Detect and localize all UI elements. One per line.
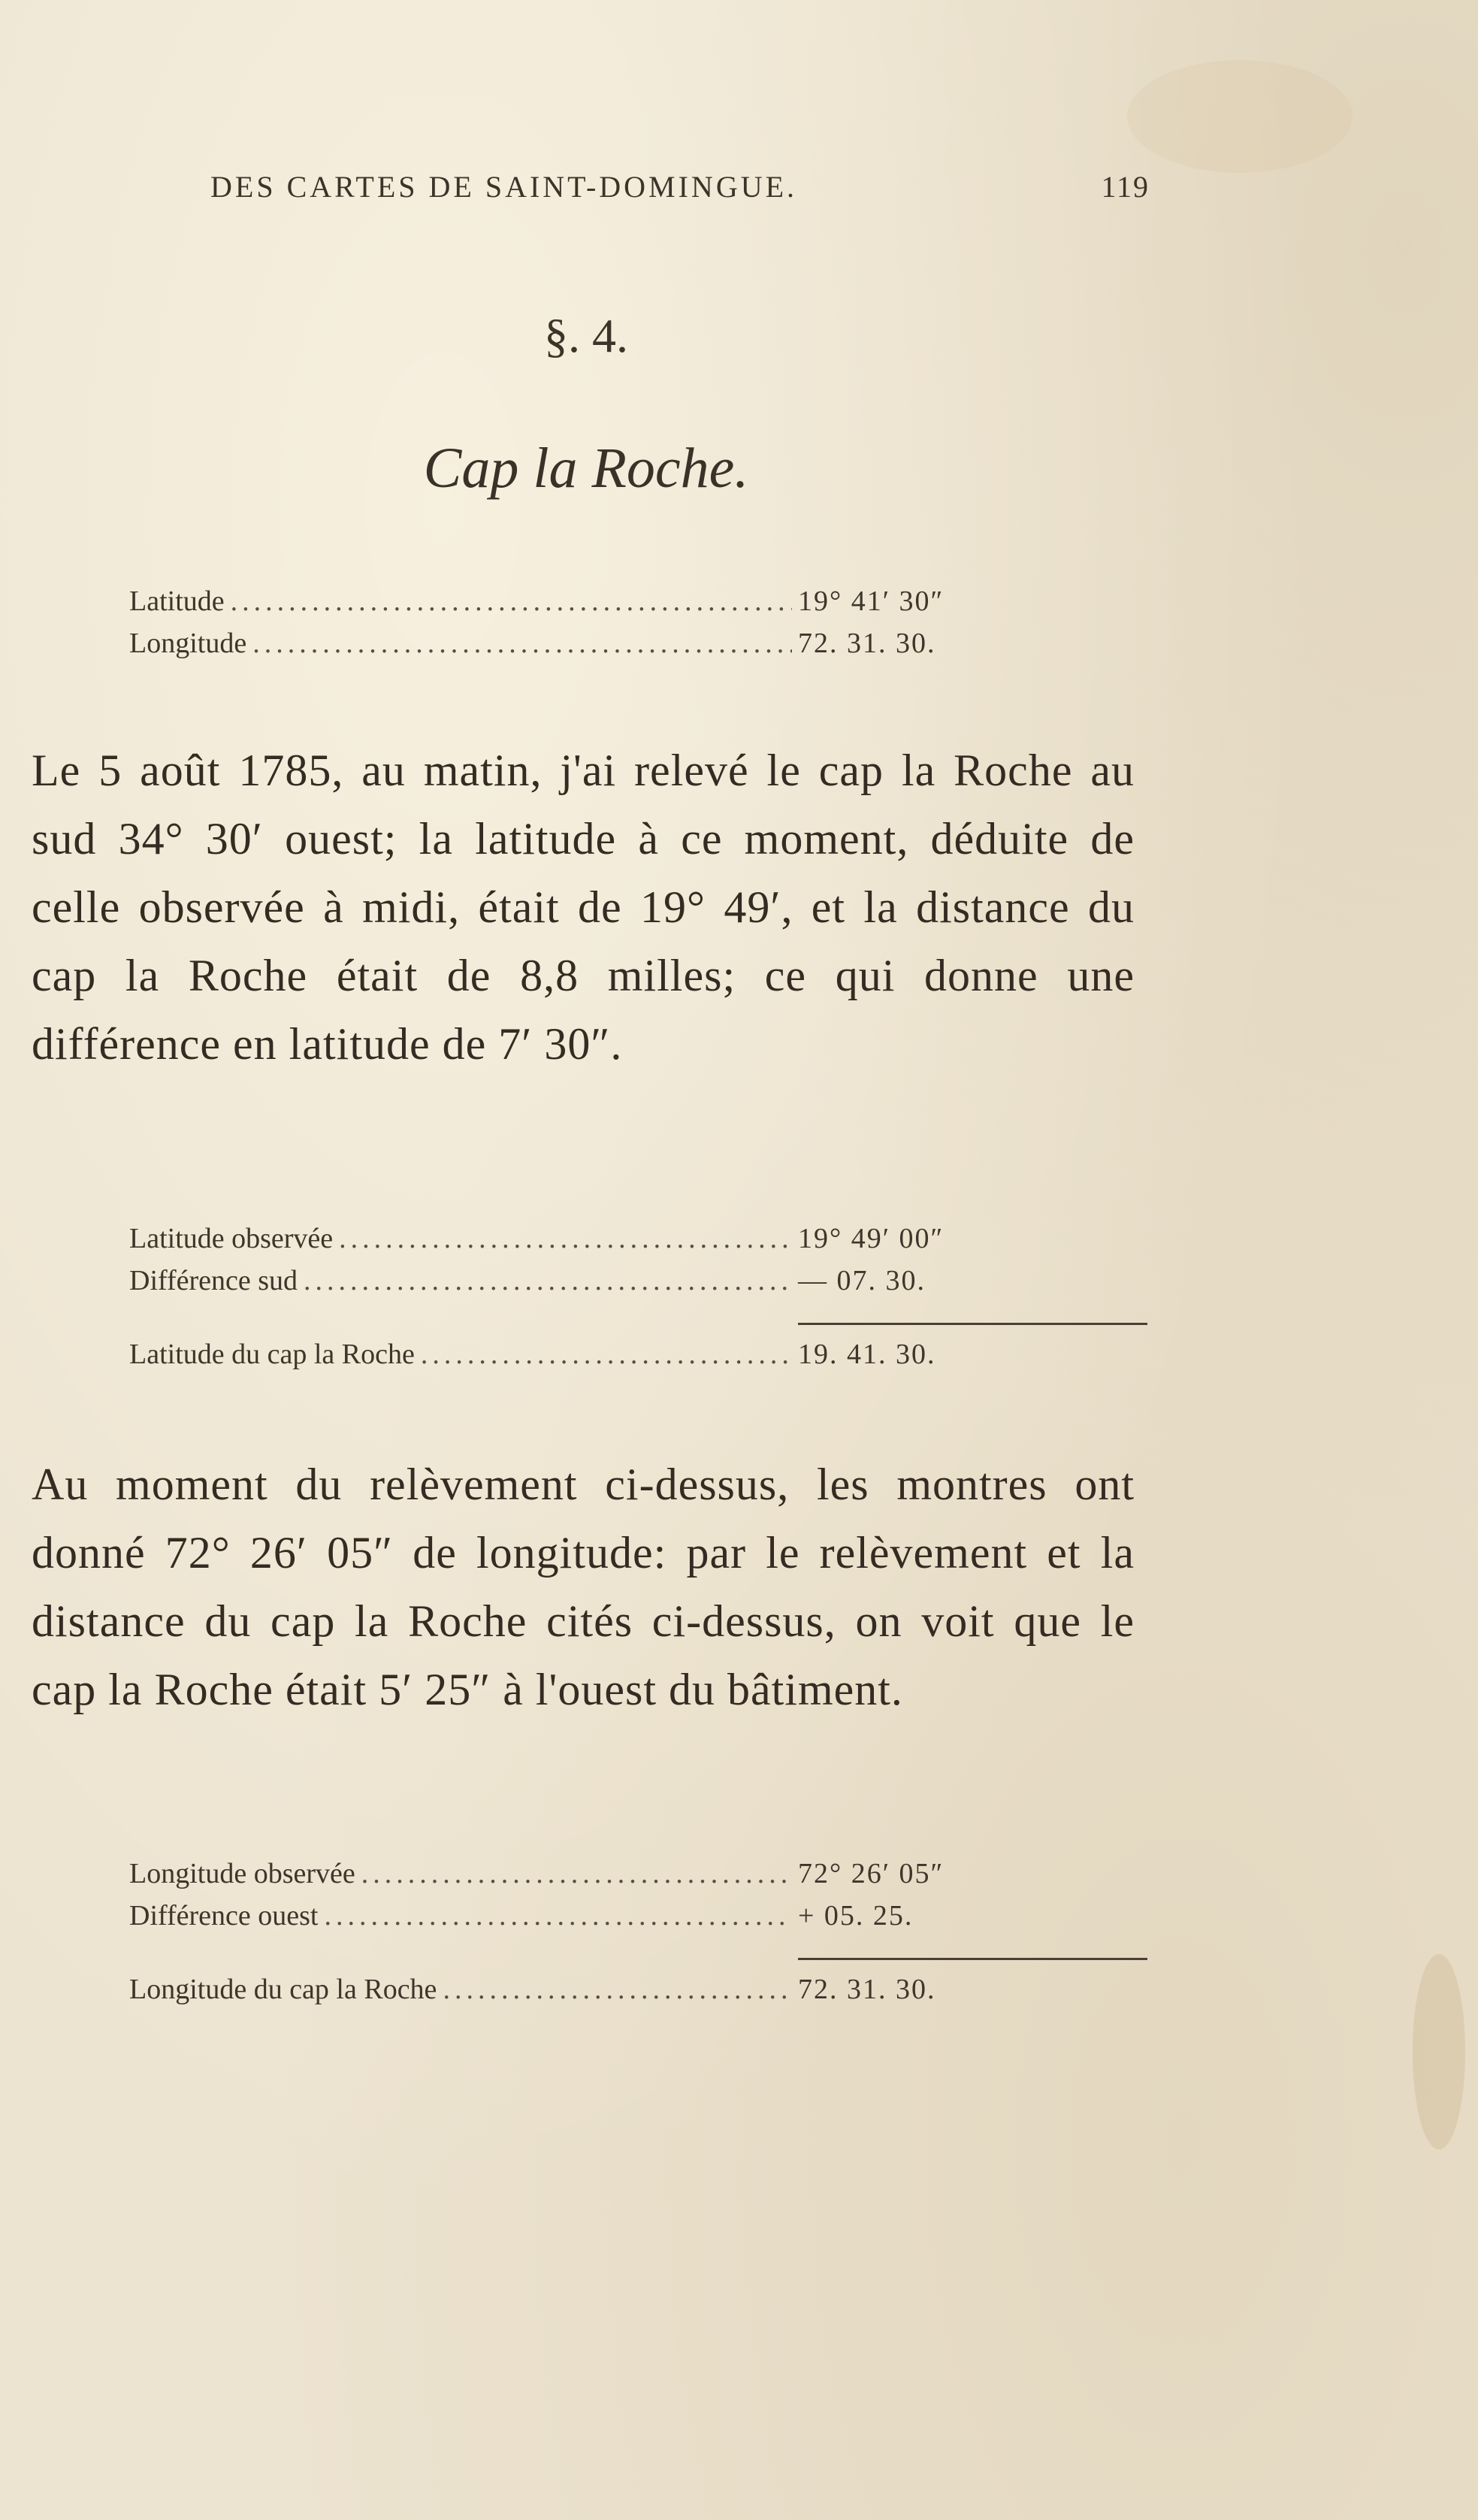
leader-dots (304, 1260, 792, 1302)
paper-stain (1413, 1954, 1465, 2149)
leader-dots (421, 1333, 792, 1375)
table-row (129, 1895, 1016, 1937)
row-label: Longitude observée (129, 1858, 355, 1889)
row-value: 19° 49′ 00″ (798, 1223, 945, 1254)
running-title: DES CARTES DE SAINT-DOMINGUE. (210, 170, 798, 204)
row-label: Latitude (129, 585, 225, 617)
row-label: Différence ouest (129, 1900, 319, 1932)
sum-rule (798, 1323, 1147, 1325)
table-row (129, 580, 1016, 622)
page-number: 119 (1101, 170, 1150, 204)
table-row (129, 1218, 1016, 1260)
latitude-calculation-table (129, 1218, 1016, 1375)
row-label: Latitude du cap la Roche (129, 1339, 415, 1370)
leader-dots (231, 580, 792, 622)
table-total-row (129, 1968, 1016, 2010)
row-value: 72. 31. 30. (798, 628, 936, 659)
row-value: — 07. 30. (798, 1265, 926, 1296)
sum-rule (798, 1958, 1147, 1960)
row-value: 19° 41′ 30″ (798, 585, 945, 617)
leader-dots (339, 1218, 792, 1260)
paper-stain (1127, 60, 1353, 173)
table-row (129, 622, 1016, 664)
row-value: 72. 31. 30. (798, 1974, 936, 2005)
body-paragraph: Le 5 août 1785, au matin, j'ai relevé le cap la Roche au sud 34° 30′ ouest; la latitude à ce moment, déduite de celle observée à midi, était de 19° 49′, et la distance du cap la Roche était de 8,8 milles; ce qui donne une différence en latitude de 7′ 30″. (32, 746, 1135, 1069)
leader-dots (443, 1968, 792, 2010)
leader-dots (324, 1895, 792, 1937)
row-label: Différence sud (129, 1265, 298, 1296)
body-paragraph: Au moment du relèvement ci-dessus, les montres ont donné 72° 26′ 05″ de longitude: par le relèvement et la distance du cap la Roche cités ci-dessus, on voit que le cap la Roche était 5′ 25″ à l'ouest du bâtiment. (32, 1460, 1135, 1714)
leader-dots (361, 1853, 792, 1895)
row-value: + 05. 25. (798, 1900, 914, 1932)
leader-dots (252, 622, 792, 664)
coordinates-table (129, 580, 1016, 664)
row-value: 72° 26′ 05″ (798, 1858, 945, 1889)
section-mark: §. 4. (544, 309, 628, 362)
running-head (210, 169, 1150, 204)
longitude-calculation-table (129, 1853, 1016, 2010)
section-title: Cap la Roche. (423, 437, 749, 500)
row-value: 19. 41. 30. (798, 1339, 936, 1370)
row-label: Latitude observée (129, 1223, 334, 1254)
table-total-row (129, 1333, 1016, 1375)
table-row (129, 1853, 1016, 1895)
table-row (129, 1260, 1016, 1302)
row-label: Longitude du cap la Roche (129, 1974, 437, 2005)
row-label: Longitude (129, 628, 247, 659)
